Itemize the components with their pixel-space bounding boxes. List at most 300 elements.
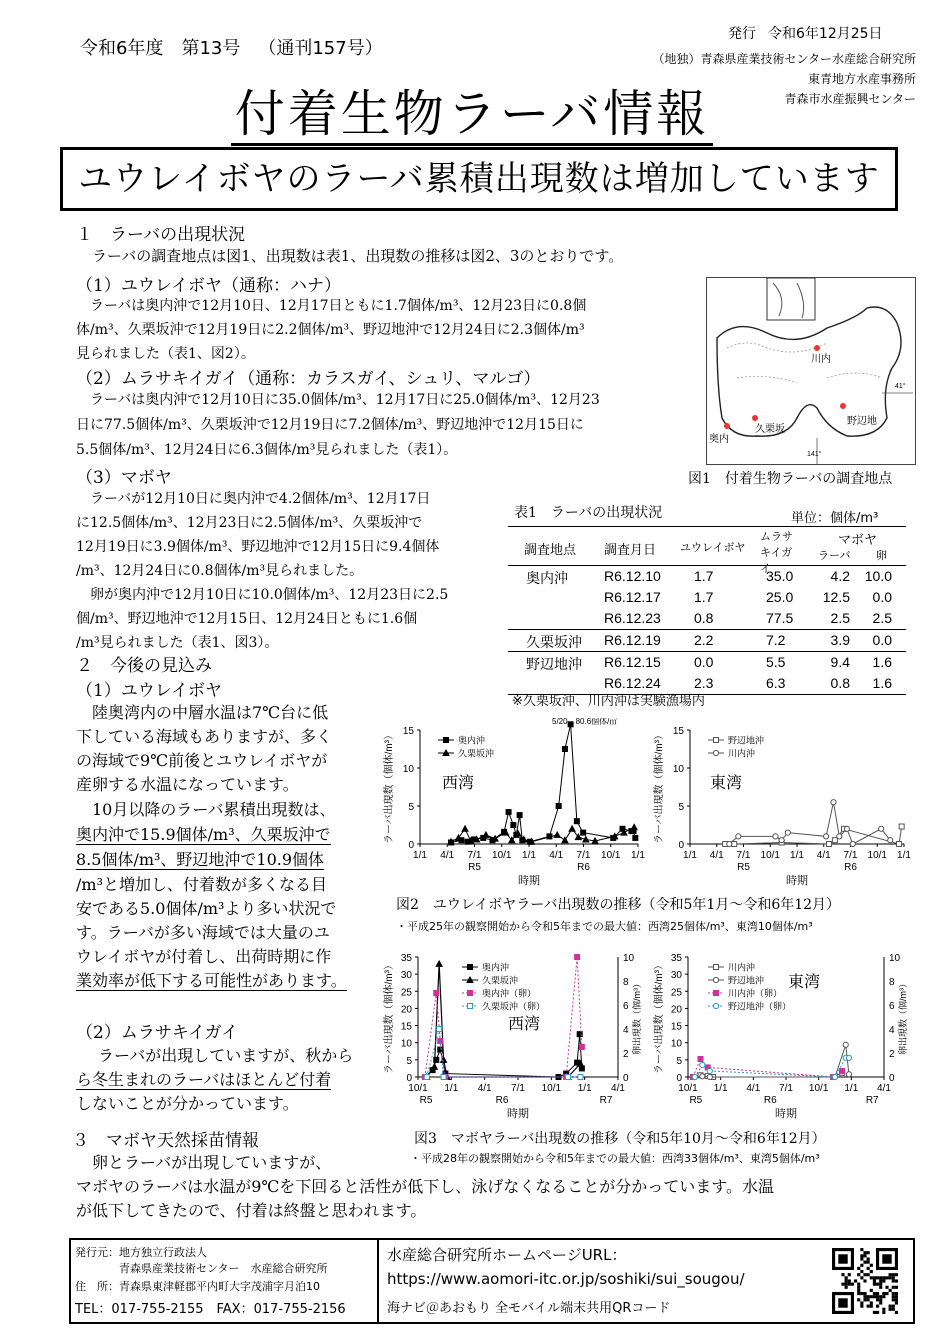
qr-module bbox=[854, 1279, 857, 1282]
y-tick-label: 0 bbox=[678, 840, 684, 851]
table1-cell-ml: 9.4 bbox=[830, 654, 850, 670]
table1-cell-date: R6.12.17 bbox=[604, 589, 661, 605]
map-caption: 図1 付着生物ラーバの調査地点 bbox=[688, 471, 893, 487]
table1-unit: 単位：個体/m³ bbox=[791, 511, 879, 526]
y2-axis-label: 卵出現数（個/m³） bbox=[632, 979, 642, 1055]
legend-marker bbox=[713, 1003, 718, 1008]
qr-module bbox=[885, 1286, 888, 1289]
headline-box bbox=[60, 147, 898, 211]
legend-marker bbox=[444, 738, 449, 743]
qr-module bbox=[841, 1283, 844, 1286]
table1-cell-mu: 7.2 bbox=[766, 632, 786, 648]
table1-cell-ml: 4.2 bbox=[830, 568, 850, 584]
legend-label: 奥内沖 bbox=[458, 735, 486, 746]
qr-module bbox=[895, 1298, 898, 1301]
sub3-line-1: ラーバが12月10日に奥内沖で4.2個体/m³、12月17日 bbox=[90, 491, 431, 507]
legend-label: 川内沖（卵） bbox=[728, 988, 783, 999]
x-tick-label: 7/1 bbox=[843, 850, 858, 861]
legend-label: 野辺地沖 bbox=[728, 735, 765, 746]
qr-module bbox=[879, 1301, 882, 1304]
qr-module bbox=[863, 1292, 866, 1295]
s2-sub2-heading: （2）ムラサキイガイ bbox=[76, 1023, 239, 1043]
fig3-note: ・平成28年の観察開始から令和5年までの最大値：西湾33個体/m³、東湾5個体/m³ bbox=[410, 1152, 820, 1165]
qr-module bbox=[879, 1276, 882, 1279]
qr-module bbox=[870, 1295, 873, 1298]
data-point bbox=[700, 1074, 705, 1079]
sub3-heading: （3）マボヤ bbox=[76, 468, 172, 488]
survey-map bbox=[706, 277, 916, 465]
th-larva: ラーバ bbox=[818, 549, 851, 562]
x-tick-label: 4/1 bbox=[816, 850, 831, 861]
legend-label: 野辺地沖（卵） bbox=[728, 1001, 792, 1012]
data-point bbox=[566, 1075, 571, 1080]
qr-module bbox=[876, 1298, 879, 1301]
sub1-heading: （1）ユウレイボヤ（通称：ハナ） bbox=[76, 276, 341, 296]
section1-intro: ラーバの調査地点は図1、出現数は表1、出現数の推移は図2、3のとおりです。 bbox=[92, 247, 624, 265]
map-label-kuguriza: 久栗坂 bbox=[755, 424, 785, 435]
y-tick-label: 10 bbox=[402, 764, 414, 775]
qr-module bbox=[882, 1308, 885, 1311]
publish-date-value: 令和6年12月25日 bbox=[768, 26, 883, 42]
x-axis-label: 時期 bbox=[775, 1108, 797, 1120]
qr-module bbox=[870, 1305, 873, 1308]
publisher-1: （地独）青森県産業技術センター水産総合研究所 bbox=[652, 52, 916, 66]
table1-row bbox=[508, 566, 906, 587]
sub1-line-3: 見られました（表1、図2）。 bbox=[76, 346, 255, 362]
x-tick-label: 4/1 bbox=[877, 1083, 891, 1094]
y-tick-label: 25 bbox=[670, 987, 682, 999]
s2-line-7 bbox=[76, 848, 324, 872]
x-tick-label: 1/1 bbox=[413, 850, 427, 861]
year-label: R5 bbox=[419, 1095, 433, 1106]
table1-cell-yu: 1.7 bbox=[694, 589, 714, 605]
sub2-line-2: 日に77.5個体/m³、久栗坂沖で12月19日に7.2個体/m³、野辺地沖で12月15日に bbox=[76, 417, 584, 433]
sub3-line-6: 個/m³、野辺地沖で12月15日、12月24日ともに1.6個 bbox=[76, 611, 418, 627]
qr-module bbox=[867, 1273, 870, 1276]
table1-note: ※久栗坂沖、川内沖は実験漁場内 bbox=[512, 694, 705, 709]
sub1-line-1: ラーバは奥内沖で12月10日、12月17日ともに1.7個体/m³、12月23日に0.8個 bbox=[90, 298, 587, 314]
section2-heading: ２ 今後の見込み bbox=[76, 656, 212, 676]
qr-module bbox=[867, 1257, 870, 1260]
qr-module bbox=[876, 1295, 879, 1298]
s2-line-6-text: 奥内沖で15.9個体/m³、久栗坂沖で bbox=[76, 825, 331, 844]
x-tick-label: 4/1 bbox=[440, 850, 455, 861]
qr-module bbox=[863, 1279, 866, 1282]
y-tick-label: 10 bbox=[672, 764, 684, 775]
footer-address: 住 所：青森県東津軽郡平内町大字茂浦字月泊10 bbox=[75, 1280, 320, 1293]
y2-tick-label: 4 bbox=[889, 1025, 895, 1036]
s2b-line-3: しないことが分かっています。 bbox=[76, 1094, 299, 1113]
qr-module bbox=[857, 1289, 860, 1292]
data-point bbox=[506, 810, 511, 815]
qr-module bbox=[867, 1261, 870, 1264]
year-label: R6 bbox=[577, 862, 590, 873]
data-point bbox=[698, 1057, 703, 1062]
data-point bbox=[517, 813, 522, 818]
depth-contours bbox=[727, 343, 882, 383]
sub3-line-5: 卵が奥内沖で12月10日に10.0個体/m³、12月23日に2.5 bbox=[90, 587, 449, 603]
publish-label: 発行 bbox=[728, 26, 756, 42]
table1-cell-me: 10.0 bbox=[864, 568, 892, 584]
table1 bbox=[508, 526, 906, 695]
qr-module bbox=[870, 1289, 873, 1292]
region-label: 西湾 bbox=[442, 775, 475, 792]
sub3-line-4: /m³、12月24日に0.8個体/m³見られました。 bbox=[76, 563, 364, 579]
qr-module bbox=[848, 1279, 851, 1282]
qr-module bbox=[857, 1298, 860, 1301]
newsletter-title bbox=[0, 74, 944, 146]
data-point bbox=[888, 838, 893, 843]
x-tick-label: 10/1 bbox=[408, 1083, 428, 1094]
qr-module bbox=[885, 1276, 888, 1279]
sub3-line-2: に12.5個体/m³、12月23日に2.5個体/m³、久栗坂沖で bbox=[76, 515, 423, 531]
fig3-east-chart bbox=[650, 945, 912, 1123]
table1-cell-ml: 3.9 bbox=[830, 632, 850, 648]
table1-cell-yu: 1.7 bbox=[694, 568, 714, 584]
x-tick-label: 7/1 bbox=[779, 1083, 793, 1094]
qr-module bbox=[889, 1308, 892, 1311]
data-point bbox=[832, 838, 837, 843]
table1-cell-me: 1.6 bbox=[872, 654, 892, 670]
qr-module bbox=[848, 1283, 851, 1286]
y-tick-label: 15 bbox=[402, 726, 414, 737]
legend-marker bbox=[714, 738, 719, 743]
data-point bbox=[574, 819, 579, 824]
qr-module bbox=[873, 1279, 876, 1282]
data-point bbox=[707, 1074, 712, 1079]
table1-cell-date: R6.12.15 bbox=[604, 654, 661, 670]
table1-cell-ml: 2.5 bbox=[830, 610, 850, 626]
fig2-east-chart bbox=[650, 718, 912, 890]
s2-line-5: 10月以降のラーバ累積出現数は、 bbox=[92, 800, 336, 819]
table1-cell-me: 0.0 bbox=[872, 589, 892, 605]
s3-line-1: 卵とラーバが出現していますが、 bbox=[92, 1153, 332, 1172]
x-tick-label: 1/1 bbox=[522, 850, 536, 861]
s2-line-7-text: 8.5個体/m³、野辺地沖で10.9個体 bbox=[76, 850, 325, 869]
data-point bbox=[581, 830, 586, 835]
legend-marker bbox=[714, 991, 719, 996]
map-label-noheji: 野辺地 bbox=[847, 416, 877, 427]
data-point bbox=[846, 1072, 851, 1077]
legend-marker bbox=[468, 991, 473, 996]
data-point bbox=[578, 1075, 583, 1080]
qr-module bbox=[873, 1283, 876, 1286]
peak-annotation: 5/20 80.6個体/㎥ bbox=[552, 718, 618, 726]
qr-module bbox=[876, 1292, 879, 1295]
legend-label: 久栗坂沖（卵） bbox=[482, 1001, 546, 1012]
qr-module bbox=[895, 1273, 898, 1276]
series-line bbox=[425, 1034, 582, 1077]
legend-label: 奥内沖（卵） bbox=[482, 988, 537, 999]
x-tick-label: 1/1 bbox=[897, 850, 911, 861]
x-tick-label: 10/1 bbox=[601, 850, 621, 861]
x-tick-label: 1/1 bbox=[844, 1083, 859, 1094]
y-tick-label: 35 bbox=[400, 953, 412, 964]
data-point bbox=[846, 1055, 851, 1060]
table1-cell-mu: 77.5 bbox=[766, 610, 794, 626]
qr-module bbox=[895, 1292, 898, 1295]
qr-module bbox=[860, 1257, 863, 1260]
y-tick-label: 15 bbox=[672, 726, 684, 737]
noheji-point bbox=[840, 403, 846, 409]
qr-module bbox=[845, 1276, 848, 1279]
qr-module bbox=[892, 1286, 895, 1289]
x-axis-label: 時期 bbox=[786, 875, 808, 887]
y2-tick-label: 6 bbox=[889, 1001, 895, 1012]
qr-module bbox=[860, 1301, 863, 1304]
qr-module bbox=[845, 1283, 848, 1286]
qr-module bbox=[882, 1279, 885, 1282]
y2-tick-label: 8 bbox=[623, 977, 629, 988]
s2-line-12-text: 業効率が低下する可能性があります。 bbox=[76, 971, 347, 990]
data-point bbox=[633, 835, 638, 840]
data-point bbox=[840, 1069, 845, 1074]
qr-module bbox=[863, 1298, 866, 1301]
data-point bbox=[554, 832, 560, 838]
qr-module bbox=[870, 1264, 873, 1267]
qr-module bbox=[867, 1298, 870, 1301]
y-tick-label: 5 bbox=[408, 802, 414, 813]
data-point bbox=[441, 1075, 446, 1080]
qr-module bbox=[879, 1298, 882, 1301]
y2-tick-label: 10 bbox=[623, 953, 635, 964]
qr-module bbox=[860, 1276, 863, 1279]
qr-module bbox=[867, 1305, 870, 1308]
data-point bbox=[562, 747, 567, 752]
fig2-note: ・平成25年の観察開始から令和5年までの最大値：西湾25個体/m³、東湾10個体/m³ bbox=[396, 920, 813, 933]
y-tick-label: 20 bbox=[400, 1004, 412, 1016]
footer-qr-label: 海ナビ＠あおもり 全モバイル端末共用QRコード bbox=[387, 1301, 671, 1316]
table1-row bbox=[508, 608, 906, 630]
qr-module bbox=[873, 1292, 876, 1295]
y-tick-label: 15 bbox=[400, 1021, 412, 1033]
qr-module bbox=[895, 1295, 898, 1298]
region-label: 西湾 bbox=[508, 1016, 541, 1033]
publisher-2: 東青地方水産事務所 bbox=[807, 72, 916, 86]
s2b-line-1: ラーバが出現していますが、秋から bbox=[98, 1046, 354, 1065]
data-point bbox=[831, 800, 836, 805]
s2b-line-2 bbox=[76, 1068, 331, 1092]
qr-module bbox=[857, 1267, 860, 1270]
table1-cell-yu: 0.8 bbox=[694, 610, 714, 626]
qr-module bbox=[889, 1289, 892, 1292]
data-point bbox=[424, 1075, 429, 1080]
qr-module bbox=[873, 1295, 876, 1298]
table1-row bbox=[508, 630, 906, 652]
y-tick-label: 5 bbox=[406, 1055, 412, 1067]
y-axis-label: ラーバ出現数（個体/m³） bbox=[384, 730, 395, 844]
qr-module bbox=[863, 1295, 866, 1298]
data-point bbox=[437, 1027, 442, 1032]
x-tick-label: 1/1 bbox=[713, 1083, 728, 1094]
table1-cell-site: 久栗坂沖 bbox=[526, 634, 582, 650]
y2-axis-label: 卵出現数（個/m³） bbox=[898, 979, 908, 1055]
issue-number: 第13号 bbox=[181, 38, 241, 59]
data-point bbox=[785, 830, 790, 835]
qr-module bbox=[860, 1305, 863, 1308]
th-site: 調査地点 bbox=[524, 543, 577, 558]
data-point bbox=[827, 842, 832, 847]
year-label: R5 bbox=[468, 862, 481, 873]
qr-code-icon[interactable] bbox=[832, 1248, 898, 1314]
y-tick-label: 0 bbox=[406, 1073, 412, 1084]
sub2-line-1: ラーバは奥内沖で12月10日に35.0個体/m³、12月17日に25.0個体/m³、12月23 bbox=[90, 392, 600, 408]
y2-tick-label: 0 bbox=[623, 1073, 629, 1084]
data-point bbox=[483, 832, 489, 838]
data-point bbox=[692, 1074, 697, 1079]
y-tick-label: 20 bbox=[670, 1004, 682, 1016]
qr-module bbox=[863, 1273, 866, 1276]
s2-line-3: の海域で9℃前後とユウレイボヤが bbox=[76, 751, 328, 770]
x-tick-label: 10/1 bbox=[541, 1083, 562, 1094]
data-point bbox=[899, 824, 904, 829]
sub3-line-3: 12月19日に3.9個体/m³、野辺地沖で12月15日に9.4個体 bbox=[76, 539, 440, 555]
data-point bbox=[832, 1074, 837, 1079]
qr-module bbox=[845, 1286, 848, 1289]
s2-line-6 bbox=[76, 823, 331, 847]
qr-module bbox=[876, 1283, 879, 1286]
table1-cell-yu: 2.3 bbox=[694, 675, 714, 691]
qr-module bbox=[895, 1301, 898, 1304]
s2-line-2: 下している海域もありますが、多く bbox=[76, 727, 333, 746]
qr-module bbox=[851, 1283, 854, 1286]
s2-sub1-heading: （1）ユウレイボヤ bbox=[76, 681, 222, 701]
table1-row bbox=[508, 652, 906, 673]
qr-finder bbox=[882, 1254, 891, 1263]
series-line bbox=[695, 1045, 849, 1077]
th-egg: 卵 bbox=[876, 549, 887, 562]
qr-finder bbox=[838, 1298, 847, 1307]
qr-module bbox=[889, 1305, 892, 1308]
s2b-line-2-text: ら冬生まれのラーバはほとんど付着 bbox=[76, 1070, 332, 1089]
qr-module bbox=[860, 1270, 863, 1273]
qr-module bbox=[870, 1270, 873, 1273]
y-axis-label: ラーバ出現数（個体/m³） bbox=[384, 960, 395, 1074]
data-point bbox=[631, 824, 637, 830]
data-point bbox=[434, 991, 439, 996]
y2-tick-label: 2 bbox=[623, 1049, 629, 1060]
map-label-okunai: 奥内 bbox=[709, 434, 729, 445]
series-line bbox=[427, 1029, 581, 1077]
qr-module bbox=[870, 1301, 873, 1304]
qr-module bbox=[857, 1286, 860, 1289]
data-point bbox=[700, 1062, 705, 1067]
legend-marker bbox=[468, 1004, 473, 1009]
fig3-caption: 図3 マボヤラーバ出現数の推移（令和5年10月〜令和6年12月） bbox=[414, 1131, 826, 1147]
x-tick-label: 4/1 bbox=[549, 850, 564, 861]
qr-module bbox=[873, 1311, 876, 1314]
qr-finder bbox=[838, 1254, 847, 1263]
data-point bbox=[736, 834, 741, 839]
x-tick-label: 1/1 bbox=[577, 1083, 592, 1094]
qr-module bbox=[882, 1295, 885, 1298]
x-tick-label: 4/1 bbox=[709, 850, 724, 861]
th-date: 調査月日 bbox=[604, 543, 657, 558]
data-point bbox=[779, 838, 784, 843]
footer-url-link[interactable]: https://www.aomori-itc.or.jp/soshiki/sui_sougou/ bbox=[387, 1270, 745, 1288]
table1-cell-me: 1.6 bbox=[872, 675, 892, 691]
qr-module bbox=[845, 1279, 848, 1282]
table1-cell-me: 2.5 bbox=[872, 610, 892, 626]
y-tick-label: 25 bbox=[400, 987, 412, 999]
map-svg bbox=[707, 278, 915, 464]
year-label: R7 bbox=[865, 1095, 879, 1106]
qr-module bbox=[867, 1251, 870, 1254]
data-point bbox=[707, 1068, 712, 1073]
y-tick-label: 30 bbox=[400, 970, 412, 982]
y2-tick-label: 0 bbox=[889, 1073, 895, 1084]
qr-module bbox=[876, 1305, 879, 1308]
y-tick-label: 5 bbox=[676, 1055, 682, 1067]
qr-module bbox=[867, 1295, 870, 1298]
table1-cell-yu: 2.2 bbox=[694, 632, 714, 648]
qr-module bbox=[857, 1273, 860, 1276]
s2-line-12 bbox=[76, 969, 347, 993]
y-tick-label: 5 bbox=[678, 802, 684, 813]
x-tick-label: 7/1 bbox=[576, 850, 591, 861]
x-tick-label: 1/1 bbox=[631, 850, 645, 861]
x-tick-label: 4/1 bbox=[611, 1083, 625, 1094]
data-point bbox=[897, 842, 902, 847]
s2-line-1: 陸奥湾内の中層水温は7℃台に低 bbox=[92, 703, 329, 722]
fig2-west-chart bbox=[380, 718, 646, 890]
table1-cell-ml: 12.5 bbox=[822, 589, 850, 605]
qr-module bbox=[892, 1276, 895, 1279]
y-axis-label: ラーバ出現数（個体/m³） bbox=[654, 730, 665, 844]
series-line bbox=[729, 802, 890, 844]
x-tick-label: 1/1 bbox=[444, 1083, 459, 1094]
legend-marker bbox=[714, 965, 719, 970]
qr-module bbox=[879, 1279, 882, 1282]
data-point bbox=[462, 826, 468, 832]
qr-module bbox=[863, 1251, 866, 1254]
footer-url-label: 水産総合研究所ホームページURL： bbox=[387, 1246, 627, 1264]
qr-module bbox=[867, 1267, 870, 1270]
table1-caption: 表1 ラーバの出現状況 bbox=[514, 505, 663, 521]
sub1-line-2: 体/m³、久栗坂沖で12月19日に2.2個体/m³、野辺地沖で12月24日に2.3個体/m³ bbox=[76, 322, 585, 338]
y2-tick-label: 4 bbox=[623, 1025, 629, 1036]
qr-module bbox=[860, 1292, 863, 1295]
data-point bbox=[850, 841, 855, 846]
cumulative-issue: （通刊157号） bbox=[258, 38, 383, 59]
y-tick-label: 35 bbox=[670, 953, 682, 964]
qr-module bbox=[860, 1254, 863, 1257]
legend-label: 野辺地沖 bbox=[728, 975, 765, 986]
data-point bbox=[569, 826, 575, 832]
publisher-3: 青森市水産振興センター bbox=[784, 92, 916, 106]
qr-module bbox=[882, 1311, 885, 1314]
qr-module bbox=[841, 1273, 844, 1276]
qr-module bbox=[870, 1276, 873, 1279]
qr-module bbox=[876, 1311, 879, 1314]
s3-line-2: マボヤのラーバは水温が9℃を下回ると活性が低下し、泳げなくなることが分かっています。水温 bbox=[76, 1177, 774, 1196]
y-tick-label: 10 bbox=[400, 1038, 412, 1050]
s2-line-8: /m³と増加し、付着数が多くなる目 bbox=[76, 875, 327, 894]
table1-cell-mu: 35.0 bbox=[766, 568, 794, 584]
table1-cell-site: 奥内沖 bbox=[526, 570, 568, 586]
legend-marker bbox=[713, 977, 718, 982]
table1-cell-mu: 5.5 bbox=[766, 654, 786, 670]
table1-cell-date: R6.12.23 bbox=[604, 610, 661, 626]
kawauchi-point bbox=[814, 345, 820, 351]
qr-module bbox=[885, 1292, 888, 1295]
x-axis-label: 時期 bbox=[507, 1108, 529, 1120]
data-point bbox=[843, 1042, 848, 1047]
y-tick-label: 15 bbox=[670, 1021, 682, 1033]
legend-label: 久栗坂沖 bbox=[458, 748, 495, 759]
qr-module bbox=[892, 1273, 895, 1276]
y-axis-label: ラーバ出現数（個体/m³） bbox=[654, 960, 665, 1074]
